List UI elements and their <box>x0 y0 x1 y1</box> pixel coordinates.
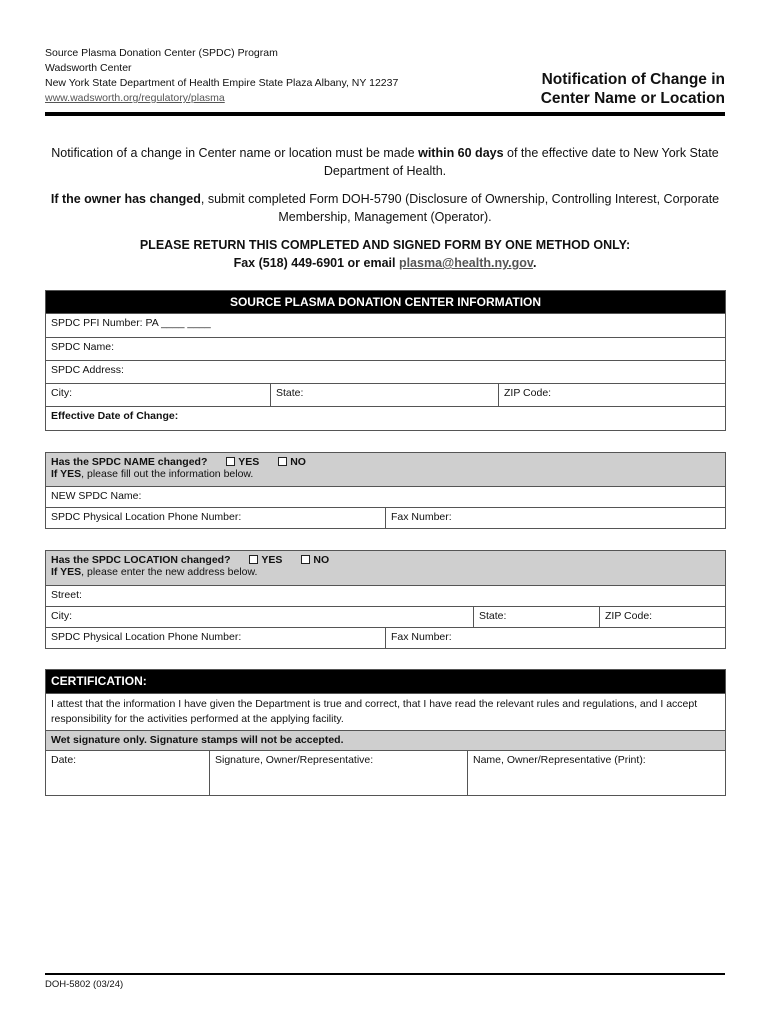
date-field[interactable]: Date: <box>46 751 210 796</box>
form-title-line-2: Center Name or Location <box>540 90 725 107</box>
location-no-label: NO <box>313 554 330 566</box>
deadline-text-a: Notification of a change in Center name or location must be made <box>51 146 419 160</box>
zip-field[interactable]: ZIP Code: <box>499 384 726 407</box>
owner-change-bold: If the owner has changed <box>50 192 201 206</box>
address-line: New York State Department of Health Empire State Plaza Albany, NY 12237 <box>45 77 399 89</box>
name-no-label: NO <box>290 456 306 468</box>
location-no-checkbox[interactable] <box>301 555 310 564</box>
center-info-heading: SOURCE PLASMA DONATION CENTER INFORMATION <box>46 291 726 314</box>
deadline-instruction <box>45 144 725 180</box>
location-yes-checkbox[interactable] <box>249 555 258 564</box>
location-change-question <box>46 551 726 586</box>
footer-divider <box>45 973 725 975</box>
attestation-text: I attest that the information I have given the Department is true and correct, that I have read the relevant rules and regulations, and I accept responsibility for the activities performed at the applying facility. <box>46 694 726 731</box>
name-yes-checkbox[interactable] <box>226 457 235 466</box>
name-change-label: Has the SPDC NAME changed? <box>51 456 208 468</box>
return-instruction: PLEASE RETURN THIS COMPLETED AND SIGNED FORM BY ONE METHOD ONLY: <box>139 238 631 252</box>
form-id: DOH-5802 (03/24) <box>45 979 124 990</box>
street-field[interactable]: Street: <box>46 586 726 607</box>
name-change-question <box>46 453 726 487</box>
certification-heading: CERTIFICATION: <box>46 670 726 694</box>
location-if-yes-text: , please enter the new address below. <box>81 566 258 578</box>
name-if-yes-text: , please fill out the information below. <box>81 468 254 480</box>
center-name: Wadsworth Center <box>45 62 132 74</box>
pfi-number-field[interactable]: SPDC PFI Number: PA ____ ____ <box>46 314 726 338</box>
spdc-address-field[interactable]: SPDC Address: <box>46 361 726 384</box>
location-zip-field[interactable]: ZIP Code: <box>600 607 726 628</box>
location-state-field[interactable]: State: <box>474 607 600 628</box>
location-change-table <box>45 550 726 649</box>
location-phone-field[interactable]: SPDC Physical Location Phone Number: <box>46 628 386 649</box>
deadline-bold: within 60 days <box>418 146 504 160</box>
website-link[interactable]: www.wadsworth.org/regulatory/plasma <box>45 92 225 104</box>
period: . <box>532 256 537 270</box>
fax-text: Fax (518) 449-6901 or email <box>233 256 399 270</box>
effective-date-field[interactable]: Effective Date of Change: <box>46 407 726 431</box>
center-info-table <box>45 290 726 431</box>
header-divider <box>45 112 725 116</box>
submission-methods <box>45 254 725 272</box>
city-field[interactable]: City: <box>46 384 271 407</box>
location-change-label: Has the SPDC LOCATION changed? <box>51 554 231 566</box>
state-field[interactable]: State: <box>271 384 499 407</box>
name-phone-field[interactable]: SPDC Physical Location Phone Number: <box>46 508 386 529</box>
form-title <box>541 70 725 108</box>
certification-table <box>45 669 726 796</box>
name-change-table <box>45 452 726 529</box>
location-fax-field[interactable]: Fax Number: <box>386 628 726 649</box>
instructions <box>45 144 725 272</box>
email-link[interactable]: plasma@health.ny.gov <box>398 256 533 270</box>
new-spdc-name-field[interactable]: NEW SPDC Name: <box>46 487 726 508</box>
location-yes-label: YES <box>261 554 283 566</box>
owner-change-text: , submit completed Form DOH-5790 (Disclosure of Ownership, Controlling Interest, Corporate Membership, Management (Operator). <box>200 192 720 224</box>
location-city-field[interactable]: City: <box>46 607 474 628</box>
name-yes-label: YES <box>238 456 260 468</box>
deadline-text-b: of the effective date to New York State Department of Health. <box>323 146 719 178</box>
form-title-line-1: Notification of Change in <box>541 71 725 88</box>
wet-signature-notice: Wet signature only. Signature stamps will not be accepted. <box>46 731 726 751</box>
signature-field[interactable]: Signature, Owner/Representative: <box>210 751 468 796</box>
name-if-yes-bold: If YES <box>51 468 82 480</box>
print-name-field[interactable]: Name, Owner/Representative (Print): <box>468 751 726 796</box>
program-info <box>45 46 398 106</box>
program-name: Source Plasma Donation Center (SPDC) Program <box>45 47 278 59</box>
name-no-checkbox[interactable] <box>278 457 287 466</box>
spdc-name-field[interactable]: SPDC Name: <box>46 338 726 361</box>
location-if-yes-bold: If YES <box>51 566 82 578</box>
document-header <box>45 46 725 112</box>
name-fax-field[interactable]: Fax Number: <box>386 508 726 529</box>
owner-change-instruction <box>45 190 725 226</box>
